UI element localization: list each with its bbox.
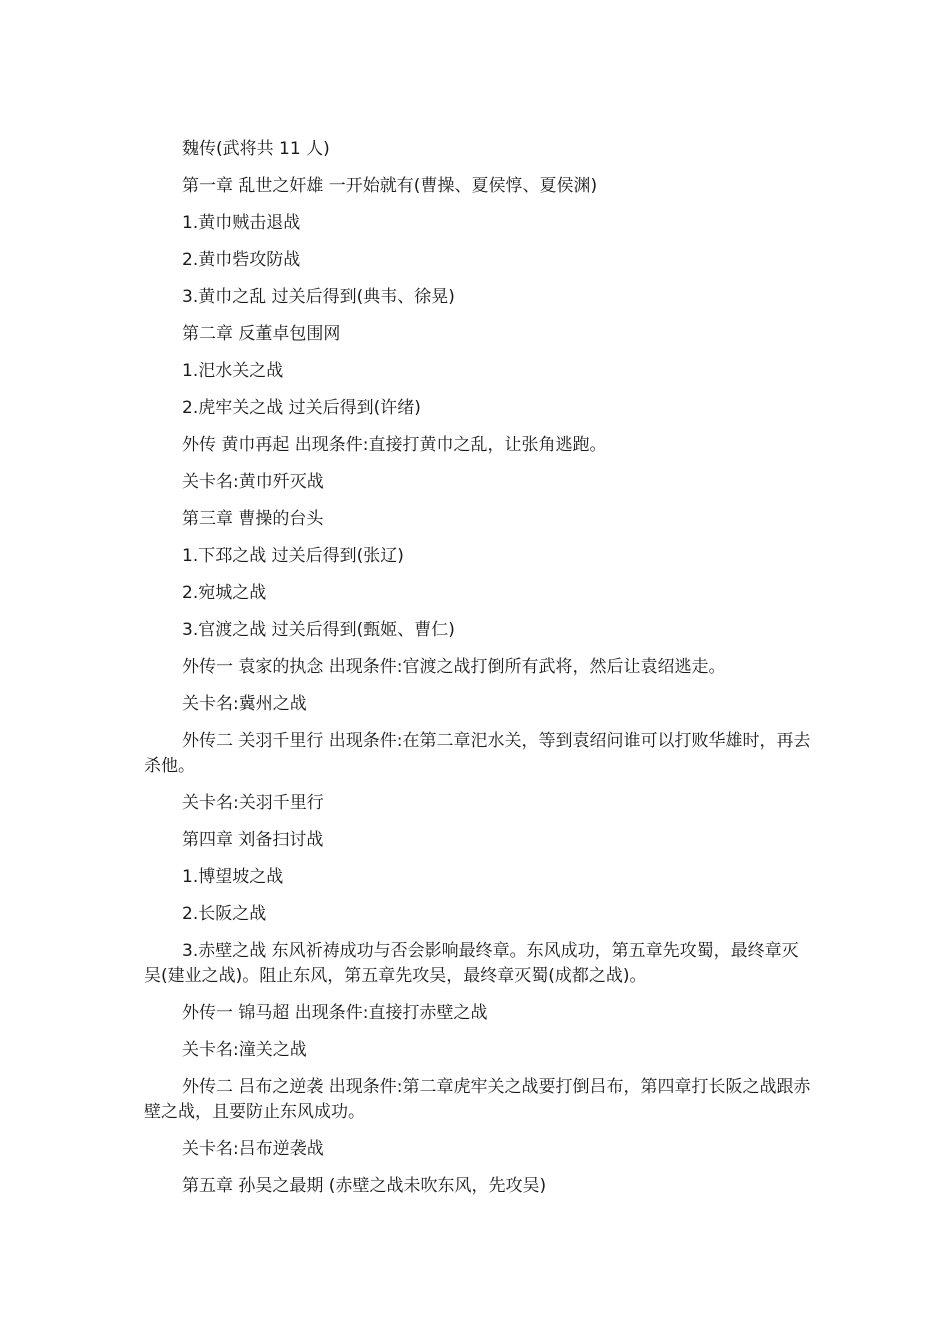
stage-name: 关卡名:黄巾歼灭战 (182, 472, 324, 492)
side-story: 外传 黄巾再起 出现条件:直接打黄巾之乱，让张角逃跑。 (182, 435, 607, 455)
stage-item: 1.黄巾贼击退战 (182, 213, 301, 233)
stage-name: 关卡名:关羽千里行 (182, 793, 324, 813)
stage-name: 关卡名:潼关之战 (182, 1040, 307, 1060)
stage-item: 2.黄巾砦攻防战 (182, 250, 301, 270)
stage-item: 1.汜水关之战 (182, 361, 284, 381)
stage-item: 2.长阪之战 (182, 904, 267, 924)
chapter-heading: 第二章 反董卓包围网 (182, 324, 341, 344)
chapter-heading: 第三章 曹操的台头 (182, 509, 324, 529)
stage-item: 3.官渡之战 过关后得到(甄姬、曹仁) (182, 620, 455, 640)
stage-item: 3.赤壁之战 东风祈祷成功与否会影响最终章。东风成功，第五章先攻蜀，最终章灭吴(建业之战)。阻止东风，第五章先攻吴，最终章灭蜀(成都之战)。 (144, 941, 799, 986)
stage-name: 关卡名:吕布逆袭战 (182, 1139, 324, 1159)
stage-item: 1.博望坡之战 (182, 867, 284, 887)
chapter-heading: 第四章 刘备扫讨战 (182, 830, 324, 850)
section-title: 魏传(武将共 11 人) (182, 139, 330, 159)
chapter-heading: 第五章 孙吴之最期 (赤壁之战未吹东风，先攻吴) (182, 1176, 547, 1196)
stage-item: 2.宛城之战 (182, 583, 267, 603)
stage-name: 关卡名:冀州之战 (182, 694, 307, 714)
document-body (144, 137, 814, 1211)
side-story: 外传一 袁家的执念 出现条件:官渡之战打倒所有武将，然后让袁绍逃走。 (182, 657, 726, 677)
stage-item: 3.黄巾之乱 过关后得到(典韦、徐晃) (182, 287, 455, 307)
stage-item: 1.下邳之战 过关后得到(张辽) (182, 546, 404, 566)
side-story: 外传一 锦马超 出现条件:直接打赤壁之战 (182, 1003, 488, 1023)
chapter-heading: 第一章 乱世之奸雄 一开始就有(曹操、夏侯惇、夏侯渊) (182, 176, 598, 196)
stage-item: 2.虎牢关之战 过关后得到(许绪) (182, 398, 421, 418)
side-story: 外传二 关羽千里行 出现条件:在第二章汜水关，等到袁绍问谁可以打败华雄时，再去杀他。 (144, 731, 811, 776)
side-story: 外传二 吕布之逆袭 出现条件:第二章虎牢关之战要打倒吕布，第四章打长阪之战跟赤壁之战，且要防止东风成功。 (144, 1077, 811, 1122)
